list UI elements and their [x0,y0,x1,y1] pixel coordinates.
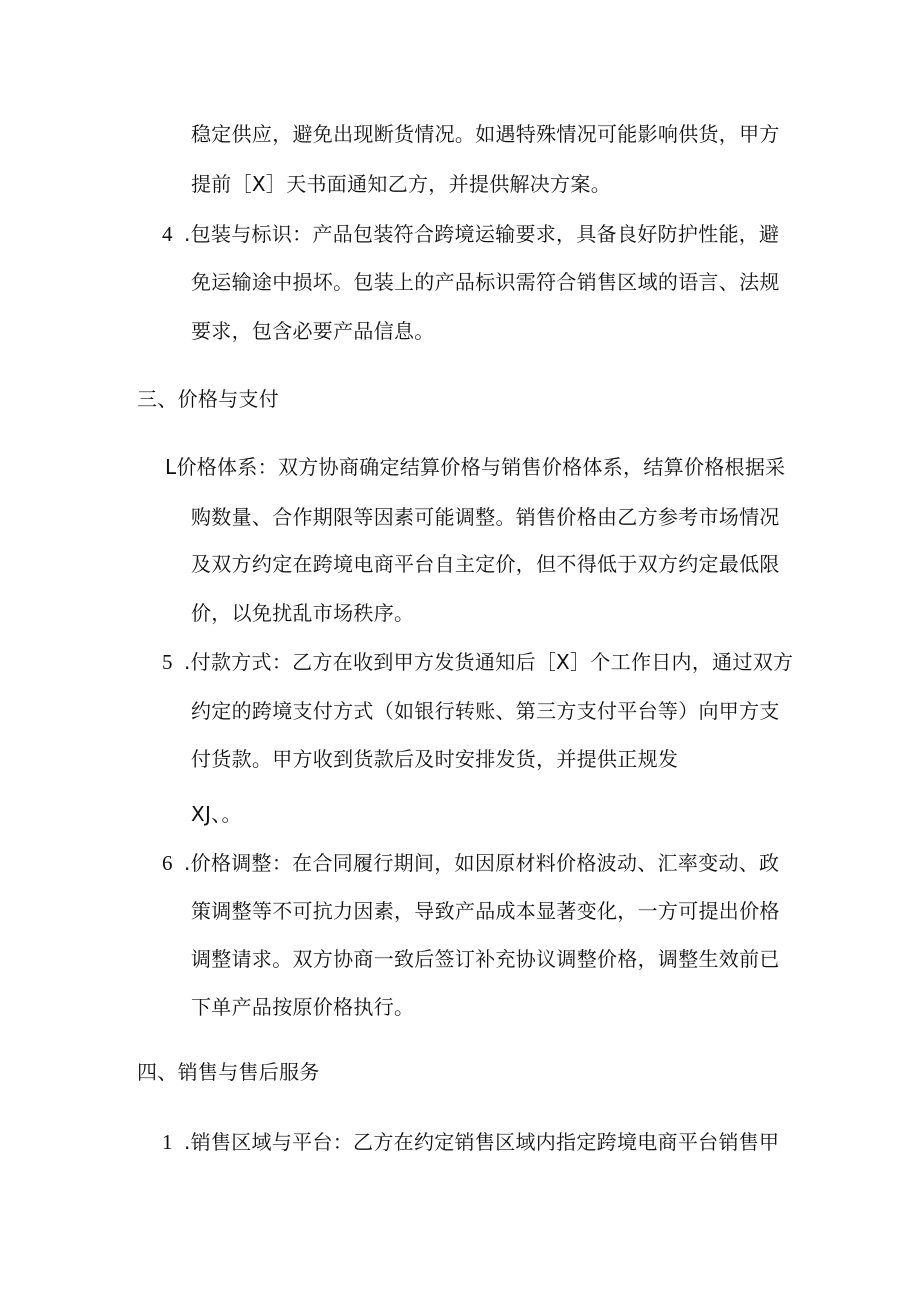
list-item-5 [162,648,793,676]
paragraph-line: 下单产品按原价格执行。 [191,995,415,1019]
list-item-text: .付款方式：乙方在收到甲方发货通知后［X］个工作日内，通过双方 [184,650,794,674]
section-heading-3: 三、价格与支付 [137,387,280,411]
list-item-text: .包装与标识：产品包装符合跨境运输要求，具备良好防护性能，避 [184,222,780,246]
paragraph-line: 价，以免扰乱市场秩序。 [191,601,415,625]
list-item-6 [162,849,779,877]
list-item-text: .销售区域与平台：乙方在约定销售区域内指定跨境电商平台销售甲 [184,1130,780,1154]
list-item-text: .价格调整：在合同履行期间，如因原材料价格波动、汇率变动、政 [184,851,780,875]
list-number: 5 [162,650,173,674]
paragraph-line: 约定的跨境支付方式（如银行转账、第三方支付平台等）向甲方支 [191,699,780,723]
paragraph-line: 免运输途中损坏。包装上的产品标识需符合销售区域的语言、法规 [191,270,780,294]
list-number: 4 [162,222,173,246]
paragraph-line: 及双方约定在跨境电商平台自主定价，但不得低于双方约定最低限 [191,552,780,576]
list-item-1 [162,1128,779,1156]
list-number: 6 [162,851,173,875]
paragraph-line: 策调整等不可抗力因素，导致产品成本显著变化，一方可提出价格 [191,899,780,923]
list-item-4 [162,220,779,248]
list-item-1: L价格体系：双方协商确定结算价格与销售价格体系，结算价格根据采 [165,455,786,479]
paragraph-line: 提前［X］天书面通知乙方，并提供解决方案。 [191,172,612,196]
paragraph-line: 付货款。甲方收到货款后及时安排发货，并提供正规发 [191,747,679,771]
paragraph-line: 调整请求。双方协商一致后签订补充协议调整价格，调整生效前已 [191,947,780,971]
paragraph-line: 要求，包含必要产品信息。 [191,319,435,343]
paragraph-line: 购数量、合作期限等因素可能调整。销售价格由乙方参考市场情况 [191,505,780,529]
section-heading-4: 四、销售与售后服务 [137,1060,320,1084]
list-number: 1 [162,1130,173,1154]
paragraph-line: XJ、。 [191,802,242,826]
paragraph-line: 稳定供应，避免出现断货情况。如遇特殊情况可能影响供货，甲方 [191,122,780,146]
